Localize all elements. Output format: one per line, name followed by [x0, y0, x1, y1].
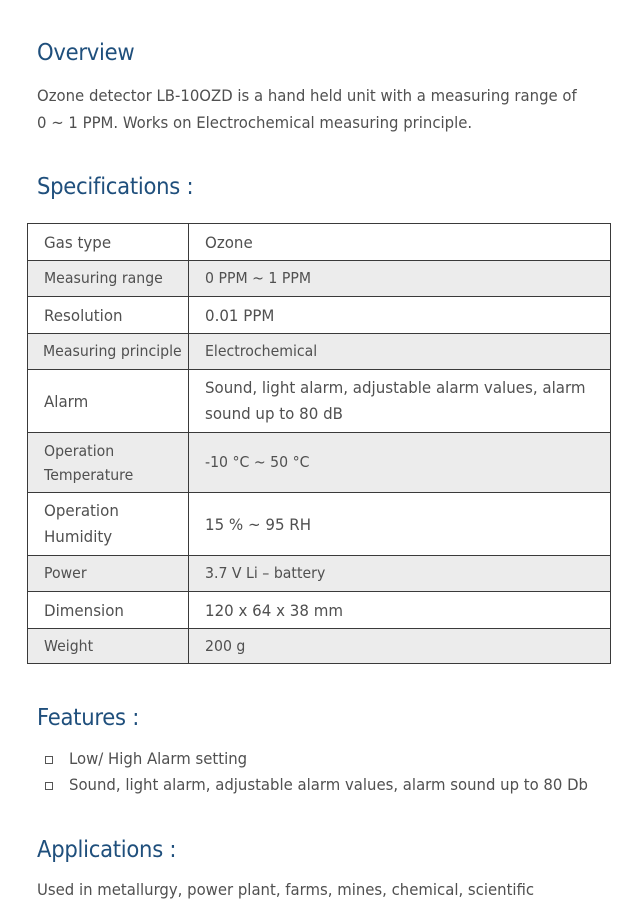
spec-row-operation-temperature: [28, 433, 611, 493]
spec-label-cell: [28, 334, 189, 370]
feature-text: Low/ High Alarm setting: [69, 749, 248, 768]
spec-label-cell: [28, 592, 189, 629]
spec-value-cell: [189, 370, 611, 433]
spec-row-gas-type: [28, 224, 611, 261]
spec-value: Ozone: [205, 232, 253, 252]
overview-line-1: Ozone detector LB-10OZD is a hand held unit with a measuring range of: [37, 86, 577, 105]
spec-value: 15 % ~ 95 RH: [205, 514, 312, 534]
spec-label: Operation Temperature: [44, 441, 134, 484]
square-bullet-icon: [45, 782, 53, 790]
spec-label: Dimension: [44, 600, 124, 620]
spec-row-alarm: [28, 370, 611, 433]
spec-label: Gas type: [44, 232, 112, 252]
spec-value-cell: [189, 592, 611, 629]
features-heading: Features :: [37, 705, 140, 731]
specifications-heading: Specifications :: [37, 174, 194, 200]
spec-value-cell: [189, 493, 611, 556]
spec-label: Measuring principle: [43, 342, 182, 360]
spec-row-operation-humidity: [28, 493, 611, 556]
spec-value-cell: [189, 334, 611, 370]
spec-value-cell: [189, 297, 611, 334]
spec-value: Sound, light alarm, adjustable alarm values, alarm sound up to 80 dB: [205, 378, 586, 423]
spec-label-cell: [28, 261, 189, 297]
square-bullet-icon: [45, 756, 53, 764]
overview-heading: Overview: [37, 40, 135, 66]
spec-label-cell: [28, 493, 189, 556]
overview-line-2: 0 ~ 1 PPM. Works on Electrochemical measuring principle.: [37, 113, 473, 132]
spec-row-power: [28, 556, 611, 592]
spec-label-cell: [28, 224, 189, 261]
applications-heading: Applications :: [37, 837, 177, 863]
spec-label: Alarm: [44, 391, 89, 411]
spec-value: 200 g: [205, 636, 246, 655]
spec-label-cell: [28, 556, 189, 592]
spec-row-measuring-range: [28, 261, 611, 297]
spec-value-cell: [189, 629, 611, 664]
feature-text: Sound, light alarm, adjustable alarm values, alarm sound up to 80 Db: [69, 775, 588, 794]
spec-value-cell: [189, 261, 611, 297]
spec-value-cell: [189, 224, 611, 261]
spec-label-cell: [28, 629, 189, 664]
spec-label: Measuring range: [44, 269, 163, 287]
spec-label-cell: [28, 297, 189, 334]
spec-value: Electrochemical: [205, 342, 318, 360]
spec-label: Weight: [44, 636, 94, 655]
spec-label: Power: [44, 564, 87, 582]
spec-value-cell: [189, 433, 611, 493]
specifications-table: [27, 223, 611, 664]
spec-value: 0.01 PPM: [205, 305, 275, 325]
spec-label: Resolution: [44, 305, 123, 325]
spec-label-cell: [28, 433, 189, 493]
spec-label-cell: [28, 370, 189, 433]
spec-row-weight: [28, 629, 611, 664]
applications-line-1: Used in metallurgy, power plant, farms, mines, chemical, scientific: [37, 880, 535, 899]
spec-row-resolution: [28, 297, 611, 334]
spec-value-cell: [189, 556, 611, 592]
spec-row-measuring-principle: [28, 334, 611, 370]
spec-value: 3.7 V Li – battery: [205, 564, 326, 582]
spec-label: Operation Humidity: [44, 501, 119, 546]
spec-row-dimension: [28, 592, 611, 629]
spec-value: 120 x 64 x 38 mm: [205, 600, 343, 620]
spec-value: -10 °C ~ 50 °C: [205, 453, 310, 471]
spec-value: 0 PPM ~ 1 PPM: [205, 269, 312, 287]
